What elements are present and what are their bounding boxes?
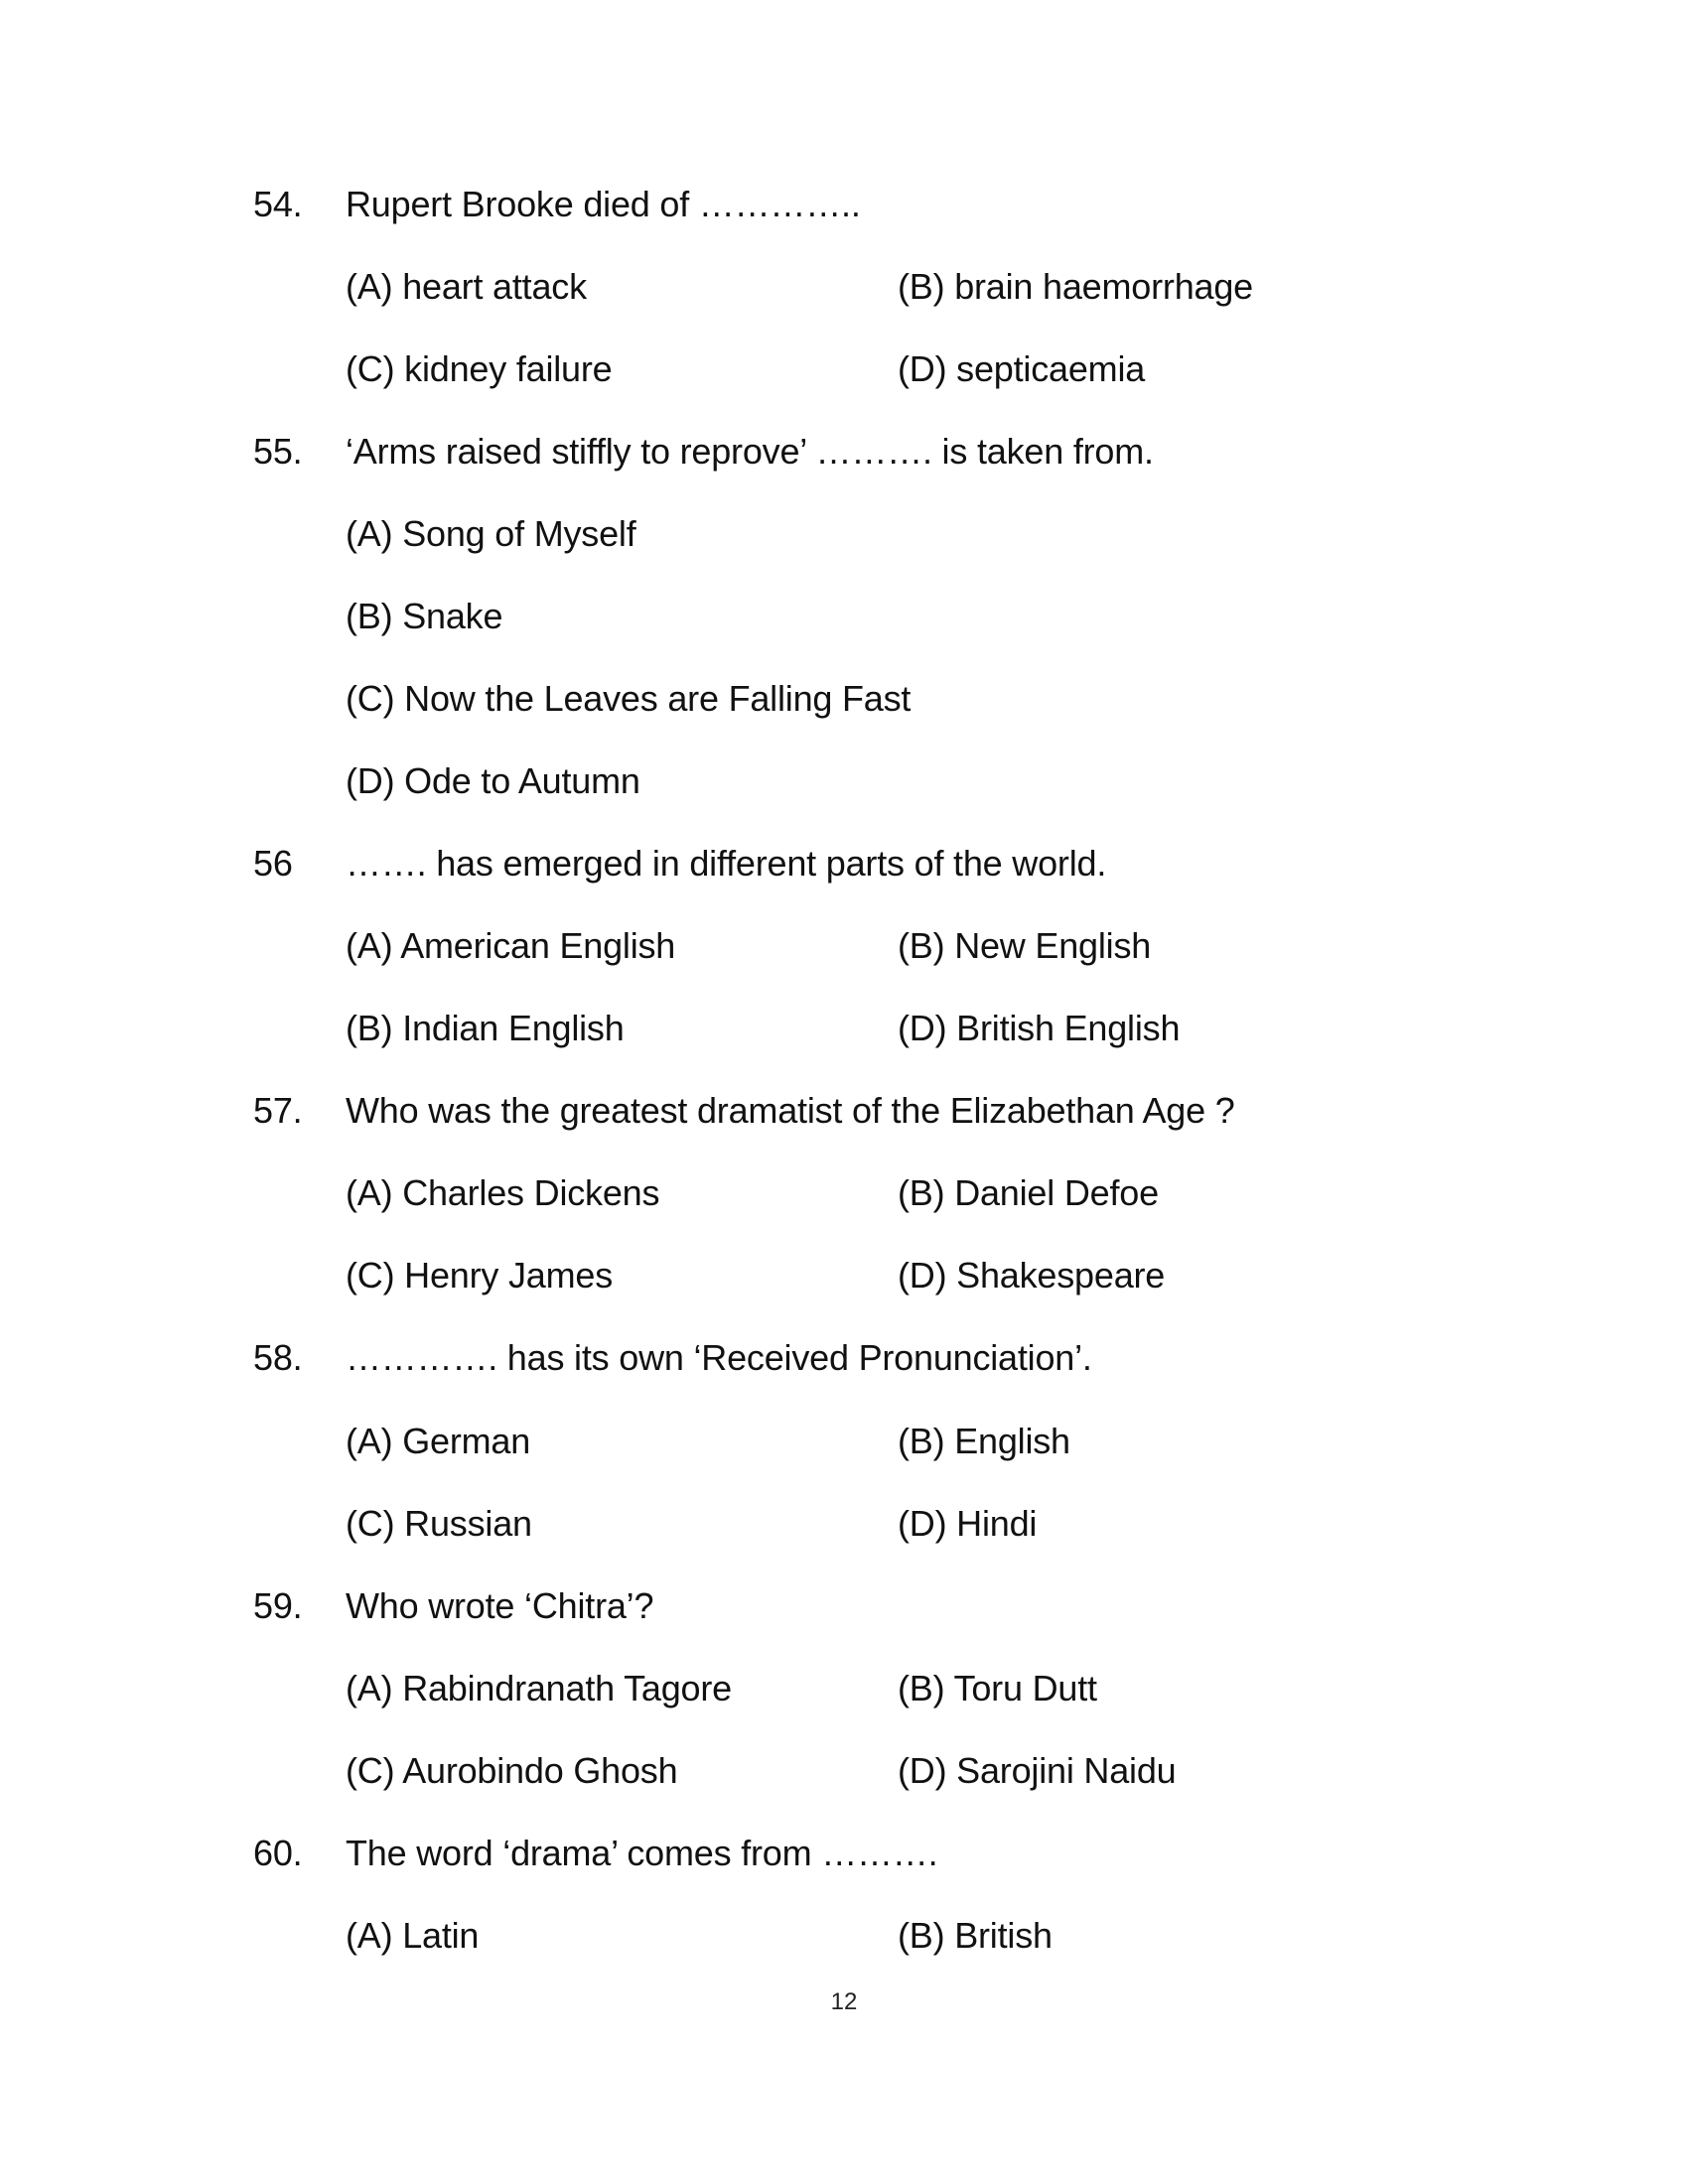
- question-text: Who wrote ‘Chitra’?: [346, 1585, 654, 1626]
- option-b: (B) Toru Dutt: [898, 1668, 1097, 1708]
- options-row: [0, 904, 1688, 987]
- option-b: (B) English: [898, 1421, 1070, 1461]
- option-b: (B) Snake: [346, 596, 503, 636]
- options-row: [0, 492, 1688, 575]
- option-b: (B) Daniel Defoe: [898, 1172, 1159, 1213]
- question-text: Rupert Brooke died of …………..: [346, 184, 861, 224]
- option-d: (D) Sarojini Naidu: [898, 1750, 1177, 1791]
- question-number: 60.: [253, 1833, 303, 1873]
- question-text: Who was the greatest dramatist of the Elizabethan Age ?: [346, 1090, 1235, 1131]
- options-row: [0, 575, 1688, 657]
- option-d: (D) Shakespeare: [898, 1255, 1166, 1296]
- options-row: [0, 740, 1688, 822]
- options-row: [0, 1234, 1688, 1316]
- options-row: [0, 1894, 1688, 1977]
- option-b: (B) British: [898, 1915, 1053, 1956]
- question-number: 56: [253, 843, 293, 884]
- option-a: (A) Song of Myself: [346, 513, 636, 554]
- options-row: [0, 1152, 1688, 1234]
- question-row: [0, 1069, 1688, 1152]
- option-a: (A) heart attack: [346, 266, 587, 307]
- option-c: (C) kidney failure: [346, 348, 613, 389]
- option-a: (A) German: [346, 1421, 531, 1461]
- option-c: (C) Russian: [346, 1503, 532, 1544]
- question-text: ‘Arms raised stiffly to reprove’ ………. is taken from.: [346, 431, 1154, 472]
- option-b: (B) brain haemorrhage: [898, 266, 1253, 307]
- question-text: …………. has its own ‘Received Pronunciation’.: [346, 1337, 1092, 1378]
- option-d: (D) Ode to Autumn: [346, 760, 640, 801]
- question-number: 59.: [253, 1585, 303, 1626]
- options-row: [0, 657, 1688, 740]
- question-row: [0, 1316, 1688, 1399]
- question-row: [0, 410, 1688, 492]
- options-row: [0, 1647, 1688, 1729]
- option-a: (A) Rabindranath Tagore: [346, 1668, 732, 1708]
- option-d: (D) septicaemia: [898, 348, 1146, 389]
- option-d: (D) British English: [898, 1008, 1181, 1048]
- option-c: (C) Henry James: [346, 1255, 614, 1296]
- option-c: (C) Now the Leaves are Falling Fast: [346, 678, 912, 719]
- question-text: The word ‘drama’ comes from ……….: [346, 1833, 938, 1873]
- option-a: (A) Charles Dickens: [346, 1172, 660, 1213]
- question-number: 55.: [253, 431, 303, 472]
- options-row: [0, 1400, 1688, 1482]
- question-text: ……. has emerged in different parts of the world.: [346, 843, 1107, 884]
- option-c: (C) Aurobindo Ghosh: [346, 1750, 678, 1791]
- question-number: 58.: [253, 1337, 303, 1378]
- option-d: (D) Hindi: [898, 1503, 1038, 1544]
- options-row: [0, 987, 1688, 1069]
- question-row: [0, 822, 1688, 904]
- option-a: (A) American English: [346, 925, 676, 966]
- question-row: [0, 1812, 1688, 1894]
- question-row: [0, 163, 1688, 245]
- question-number: 57.: [253, 1090, 303, 1131]
- option-c: (B) Indian English: [346, 1008, 625, 1048]
- question-row: [0, 1565, 1688, 1647]
- options-row: [0, 1482, 1688, 1565]
- options-row: [0, 328, 1688, 410]
- options-row: [0, 1729, 1688, 1812]
- question-number: 54.: [253, 184, 303, 224]
- page-number: 12: [830, 1988, 858, 2015]
- options-row: [0, 245, 1688, 328]
- option-b: (B) New English: [898, 925, 1152, 966]
- option-a: (A) Latin: [346, 1915, 480, 1956]
